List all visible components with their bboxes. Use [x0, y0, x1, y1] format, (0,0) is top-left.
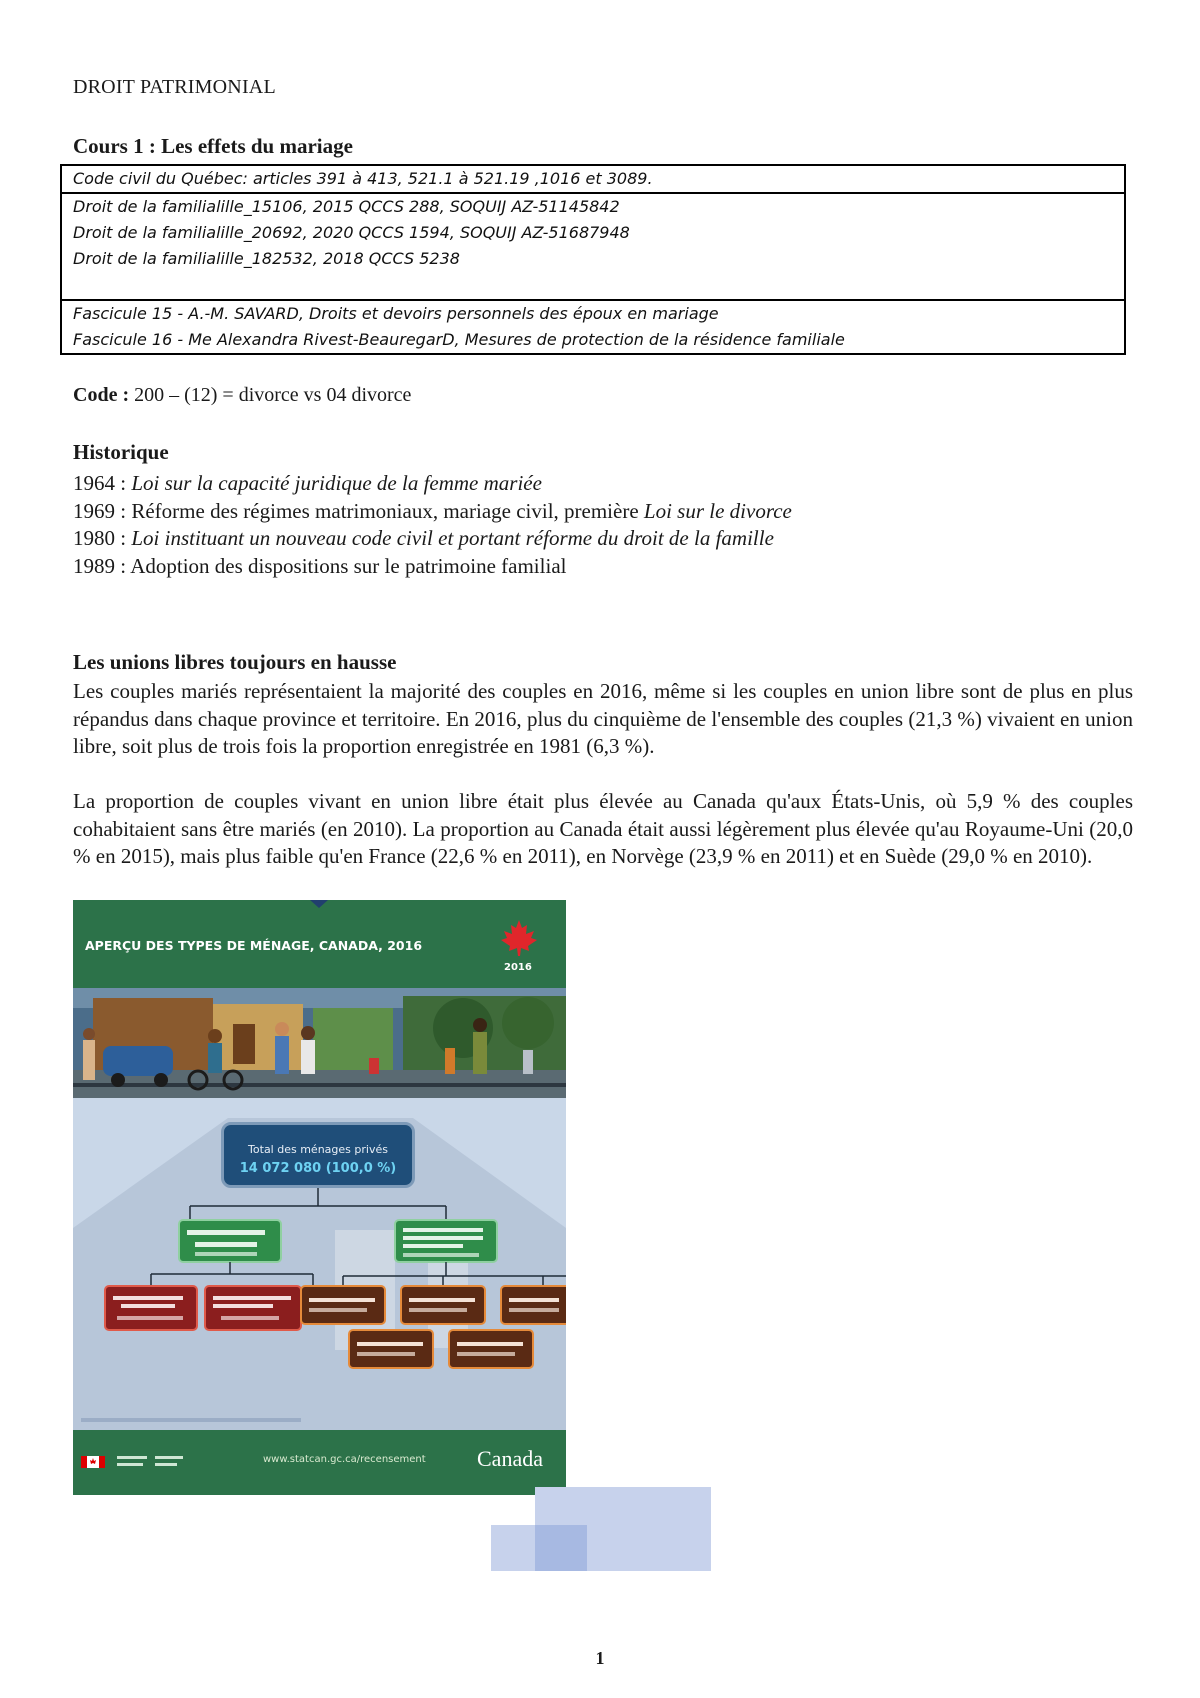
- census-url[interactable]: www.statcan.gc.ca/recensement: [263, 1454, 426, 1465]
- timeline-item: [73, 553, 792, 581]
- census-year-badge: 2016: [504, 962, 532, 973]
- unions-paragraph: Les couples mariés représentaient la majorité des couples en 2016, même si les couples en union libre sont de plus en plus répandus dans chaque province et territoire. En 2016, plus du cinquième de l'ensemble des couples (21,3 %) vivaient en union libre, soit plus de trois fois la proportion enregistrée en 1981 (6,3 %).: [73, 679, 1133, 758]
- infographic-footer: [73, 1430, 566, 1495]
- fascicule-list: [62, 301, 1124, 353]
- historique-timeline: [73, 470, 792, 580]
- timeline-item: [73, 498, 792, 526]
- case-law-list: [62, 194, 1124, 301]
- unions-paragraph: La proportion de couples vivant en union libre était plus élevée au Canada qu'aux États-Unis, où 5,9 % des couples cohabitaient sans être mariés (en 2010). La proportion au Canada était aussi légèrement plus élevée qu'au Royaume-Uni (20,0 % en 2015), mais plus faible qu'en France (22,6 % en 2011), en Norvège (23,9 % en 2011) et en Suède (29,0 % en 2010).: [73, 789, 1133, 868]
- canada-wordmark: Canada: [477, 1446, 543, 1471]
- household-box: [501, 1286, 566, 1324]
- code-label: Code :: [73, 384, 130, 406]
- timeline-item: [73, 470, 792, 498]
- timeline-year: 1964 :: [73, 471, 132, 495]
- timeline-law-title: Loi sur le divorce: [643, 498, 792, 523]
- infographic-title: APERÇU DES TYPES DE MÉNAGE, CANADA, 2016: [85, 938, 423, 953]
- timeline-law-title: Loi instituant un nouveau code civil et portant réforme du droit de la famille: [131, 526, 774, 550]
- household-types-infographic: [73, 900, 566, 1495]
- historique-heading: Historique: [73, 440, 169, 464]
- canada-flag-icon: [81, 1456, 105, 1468]
- household-box: [301, 1286, 385, 1324]
- timeline-item: [73, 525, 792, 553]
- fascicule-reference: Fascicule 15 - A.-M. SAVARD, Droits et devoirs personnels des époux en mariage: [73, 304, 719, 323]
- neighbourhood-illustration: [73, 988, 566, 1098]
- household-box: [401, 1286, 485, 1324]
- household-box: [449, 1330, 533, 1368]
- document-title: DROIT PATRIMONIAL: [73, 76, 276, 98]
- maple-leaf-icon: [499, 918, 539, 958]
- source-note: [81, 1418, 301, 1422]
- case-reference: Droit de la familialille_20692, 2020 QCCS 1594, SOQUIJ AZ-51687948: [73, 223, 630, 242]
- total-households-value: 14 072 080 (100,0 %): [239, 1161, 397, 1176]
- infographic-body: [73, 1098, 566, 1430]
- timeline-year: 1989 :: [73, 553, 131, 578]
- infographic-header: [73, 900, 566, 988]
- header-notch: [310, 900, 328, 908]
- timeline-text: Réforme des régimes matrimoniaux, mariage civil, première: [131, 498, 644, 523]
- code-civil-reference: Code civil du Québec: articles 391 à 413, 521.1 à 521.19 ,1016 et 3089.: [62, 166, 1124, 194]
- page-number: 1: [595, 1648, 605, 1668]
- unions-heading: Les unions libres toujours en hausse: [73, 650, 397, 674]
- total-households-label: Total des ménages privés: [248, 1143, 388, 1156]
- decorative-blocks: [491, 1487, 711, 1571]
- case-reference: Droit de la familialille_182532, 2018 QCCS 5238: [73, 249, 460, 268]
- total-households-box: [221, 1122, 415, 1188]
- timeline-law-title: Loi sur la capacité juridique de la femme mariée: [131, 471, 542, 495]
- timeline-year: 1969 :: [73, 498, 132, 523]
- references-table: [60, 164, 1126, 355]
- household-box: [349, 1330, 433, 1368]
- timeline-year: 1980 :: [73, 526, 132, 550]
- case-reference: Droit de la familialille_15106, 2015 QCCS 288, SOQUIJ AZ-51145842: [73, 197, 620, 216]
- fascicule-reference: Fascicule 16 - Me Alexandra Rivest-BeauregarD, Mesures de protection de la résidence familiale: [73, 330, 845, 349]
- timeline-text: Adoption des dispositions sur le patrimoine familial: [130, 553, 567, 578]
- course-title: Cours 1 : Les effets du mariage: [73, 134, 353, 158]
- code-text: 200 – (12) = divorce vs 04 divorce: [129, 384, 412, 406]
- statcan-signature-graphic: [117, 1452, 187, 1476]
- code-line: [73, 384, 411, 407]
